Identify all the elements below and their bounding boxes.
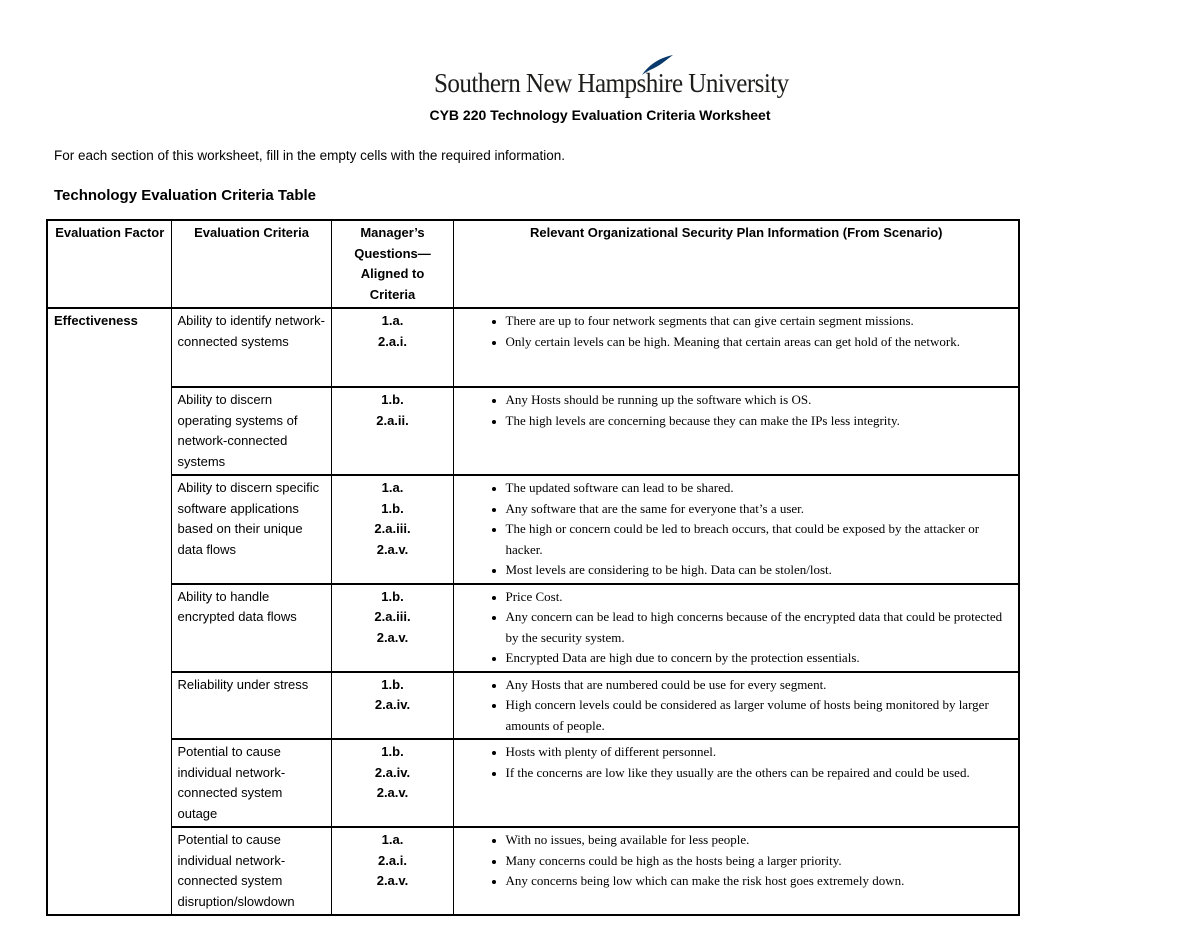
question-refs-cell xyxy=(331,672,453,740)
evaluation-criteria-cell: Potential to cause individual network-connected system disruption/slowdown xyxy=(171,827,331,915)
question-ref: 1.a. xyxy=(381,832,404,847)
security-plan-info-cell xyxy=(453,475,1019,584)
info-bullet: • Many concerns could be high as the hosts being a larger priority. xyxy=(506,851,1014,872)
evaluation-criteria-cell: Ability to discern specific software applications based on their unique data flows xyxy=(171,475,331,584)
evaluation-criteria-cell: Ability to discern operating systems of network-connected systems xyxy=(171,387,331,475)
info-bullet-list xyxy=(460,830,1014,892)
info-bullet-list xyxy=(460,587,1014,669)
question-ref: 2.a.v. xyxy=(376,873,409,888)
question-refs-cell xyxy=(331,387,453,475)
table-row xyxy=(47,308,1019,387)
question-refs-cell xyxy=(331,827,453,915)
logo-wordmark: Southern New Hampshire University xyxy=(434,68,789,98)
security-plan-info-cell xyxy=(453,584,1019,672)
table-header-row xyxy=(47,220,1019,308)
question-ref: 2.a.iv. xyxy=(374,697,411,712)
university-logo xyxy=(434,54,789,104)
question-refs-cell xyxy=(331,739,453,827)
info-bullet-list xyxy=(460,311,1014,352)
info-bullet-list xyxy=(460,742,1014,783)
header-evaluation-factor: Evaluation Factor xyxy=(47,220,171,308)
info-bullet: • Price Cost. xyxy=(506,587,1014,608)
question-ref: 2.a.v. xyxy=(376,629,409,645)
table-row xyxy=(47,672,1019,740)
info-bullet: • The high or concern could be led to breach occurs, that could be exposed by the attacker or hacker. xyxy=(506,519,1014,560)
question-ref: 2.a.i. xyxy=(378,852,407,868)
instructions-text: For each section of this worksheet, fill in the empty cells with the required information. xyxy=(54,148,565,163)
info-bullet: • High concern levels could be considered as larger volume of hosts being monitored by larger amounts of people. xyxy=(506,695,1014,736)
question-ref: 2.a.ii. xyxy=(376,412,409,428)
question-ref: 2.a.iii. xyxy=(374,609,411,624)
security-plan-info-cell xyxy=(453,739,1019,827)
info-bullet: • With no issues, being available for less people. xyxy=(506,830,1014,851)
header-managers-questions: Manager’s Questions—Aligned to Criteria xyxy=(331,220,453,308)
table-row xyxy=(47,584,1019,672)
question-ref: 1.a. xyxy=(381,480,404,495)
question-ref: 2.a.iv. xyxy=(374,764,411,780)
security-plan-info-cell xyxy=(453,672,1019,740)
question-ref: 1.b. xyxy=(381,588,404,604)
info-bullet: • Encrypted Data are high due to concern by the protection essentials. xyxy=(506,648,1014,669)
evaluation-criteria-cell: Potential to cause individual network-connected system outage xyxy=(171,739,331,827)
question-ref: 2.a.iii. xyxy=(374,521,411,536)
question-ref: 1.a. xyxy=(381,313,404,328)
question-ref: 1.b. xyxy=(381,744,404,759)
info-bullet: • The updated software can lead to be shared. xyxy=(506,478,1014,499)
info-bullet-list xyxy=(460,390,1014,431)
table-row xyxy=(47,739,1019,827)
question-ref: 1.b. xyxy=(381,500,404,516)
question-refs-cell xyxy=(331,584,453,672)
info-bullet: • Hosts with plenty of different personnel. xyxy=(506,742,1014,763)
document-title: CYB 220 Technology Evaluation Criteria Worksheet xyxy=(429,107,771,123)
info-bullet: • Only certain levels can be high. Meaning that certain areas can get hold of the network. xyxy=(506,332,1014,353)
question-ref: 2.a.i. xyxy=(378,333,407,349)
table-row xyxy=(47,827,1019,915)
security-plan-info-cell xyxy=(453,308,1019,387)
evaluation-criteria-cell: Ability to handle encrypted data flows xyxy=(171,584,331,672)
question-ref: 2.a.v. xyxy=(376,785,409,800)
table-body xyxy=(47,308,1019,915)
question-ref: 1.b. xyxy=(381,676,404,692)
question-ref: 2.a.v. xyxy=(376,541,409,557)
evaluation-factor-cell: Effectiveness xyxy=(47,308,171,915)
info-bullet: • Any Hosts that are numbered could be use for every segment. xyxy=(506,675,1014,696)
table-row xyxy=(47,387,1019,475)
header-security-plan-info: Relevant Organizational Security Plan Information (From Scenario) xyxy=(453,220,1019,308)
question-ref: 1.b. xyxy=(381,392,404,407)
question-refs-cell xyxy=(331,475,453,584)
security-plan-info-cell xyxy=(453,827,1019,915)
info-bullet: • There are up to four network segments that can give certain segment missions. xyxy=(506,311,1014,332)
evaluation-criteria-cell: Ability to identify network-connected systems xyxy=(171,308,331,387)
info-bullet: • Most levels are considering to be high. Data can be stolen/lost. xyxy=(506,560,1014,581)
security-plan-info-cell xyxy=(453,387,1019,475)
section-heading: Technology Evaluation Criteria Table xyxy=(54,187,316,204)
info-bullet-list xyxy=(460,675,1014,737)
header-evaluation-criteria: Evaluation Criteria xyxy=(171,220,331,308)
evaluation-criteria-table xyxy=(46,219,1020,916)
info-bullet: • If the concerns are low like they usually are the others can be repaired and could be used. xyxy=(506,763,1014,784)
info-bullet-list xyxy=(460,478,1014,581)
info-bullet: • Any concerns being low which can make the risk host goes extremely down. xyxy=(506,871,1014,892)
info-bullet: • Any Hosts should be running up the software which is OS. xyxy=(506,390,1014,411)
question-refs-cell xyxy=(331,308,453,387)
info-bullet: • Any concern can be lead to high concerns because of the encrypted data that could be protected by the security system. xyxy=(506,607,1014,648)
info-bullet: • Any software that are the same for everyone that’s a user. xyxy=(506,499,1014,520)
table-row xyxy=(47,475,1019,584)
info-bullet: • The high levels are concerning because they can make the IPs less integrity. xyxy=(506,411,1014,432)
evaluation-criteria-cell: Reliability under stress xyxy=(171,672,331,740)
